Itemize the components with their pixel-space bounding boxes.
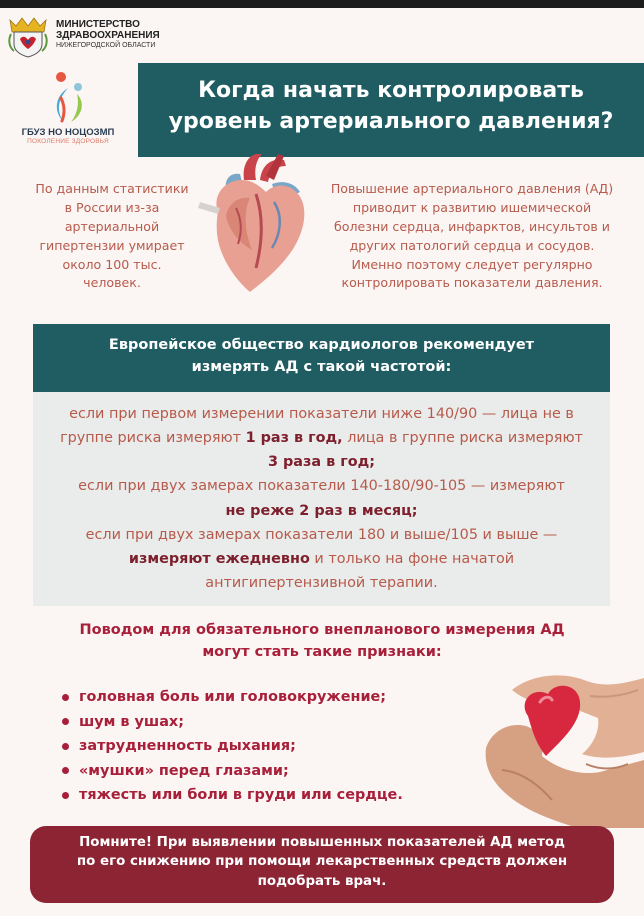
description-line: Именно поэтому следует регулярно bbox=[351, 256, 593, 272]
page-title-line1: Когда начать контролировать bbox=[198, 78, 584, 103]
reminder-line: Помните! При выявлении повышенных показателей АД метод bbox=[79, 835, 565, 850]
recommendation-emphasis: 3 раза в год; bbox=[267, 454, 376, 471]
bullet-icon bbox=[62, 767, 69, 774]
statistics-text bbox=[22, 180, 202, 293]
statistics-line: артериальной bbox=[64, 218, 160, 234]
signs-list bbox=[62, 685, 403, 808]
list-item-text: «мушки» перед глазами; bbox=[79, 762, 289, 779]
statistics-line: По данным статистики bbox=[35, 181, 189, 196]
bullet-icon bbox=[62, 694, 69, 701]
recommendation-line bbox=[33, 426, 610, 450]
ministry-line1: МИНИСТЕРСТВО bbox=[56, 19, 140, 30]
bullet-icon bbox=[62, 792, 69, 799]
ministry-line3: НИЖЕГОРОДСКОЙ ОБЛАСТИ bbox=[56, 42, 156, 49]
recommendation-body bbox=[33, 392, 610, 606]
statistics-line: гипертензии умирает bbox=[39, 237, 185, 253]
description-line: приводит к развитию ишемической bbox=[352, 199, 592, 215]
recommendation-text: и только на фоне начатой bbox=[309, 550, 515, 567]
reminder-line: по его снижению при помощи лекарственных средств должен bbox=[76, 854, 568, 870]
list-item-text: затрудненность дыхания; bbox=[79, 738, 296, 754]
bullet-icon bbox=[62, 743, 69, 750]
statistics-line: в России из-за bbox=[64, 199, 160, 215]
description-line: других патологий сердца и сосудов. bbox=[349, 237, 595, 253]
list-item bbox=[62, 783, 403, 808]
recommendation-heading bbox=[33, 324, 610, 392]
statistics-line: около 100 тыс. bbox=[62, 256, 162, 272]
recommendation-line: если при первом измерении показатели ниже 140/90 — лица не в bbox=[69, 406, 574, 422]
reminder-line: подобрать врач. bbox=[257, 873, 387, 889]
description-line: контролировать показатели давления. bbox=[341, 275, 603, 291]
recommendation-emphasis: 1 раз в год, bbox=[245, 430, 343, 447]
recommendation-line bbox=[33, 547, 610, 571]
bullet-icon bbox=[62, 718, 69, 725]
recommendation-heading-line: Европейское общество кардиологов рекомендует bbox=[108, 337, 535, 353]
list-item bbox=[62, 710, 403, 735]
gbuz-logo-icon bbox=[43, 70, 93, 126]
list-item-text: шум в ушах; bbox=[79, 713, 184, 730]
ministry-line2: ЗДРАВООХРАНЕНИЯ bbox=[56, 29, 160, 41]
recommendation-text: группе риска измеряют bbox=[60, 430, 246, 447]
statistics-line: человек. bbox=[83, 275, 141, 291]
reminder-note bbox=[30, 826, 614, 903]
signs-heading-line: могут стать такие признаки: bbox=[202, 643, 442, 660]
coat-of-arms-icon bbox=[6, 14, 50, 58]
gbuz-logo bbox=[8, 70, 128, 145]
recommendation-line: антигипертензивной терапии. bbox=[205, 574, 438, 591]
recommendation-heading-line: измерять АД с такой частотой: bbox=[191, 358, 452, 375]
list-item bbox=[62, 759, 403, 784]
gbuz-subtitle: ПОКОЛЕНИЕ ЗДОРОВЬЯ bbox=[27, 138, 109, 145]
description-line: болезни сердца, инфарктов, инсультов и bbox=[334, 218, 610, 234]
recommendation-line: если при двух замерах показатели 180 и выше/105 и выше — bbox=[85, 526, 558, 543]
description-text bbox=[303, 180, 641, 293]
ministry-logo bbox=[6, 14, 160, 58]
signs-heading bbox=[30, 620, 614, 664]
list-item-text: тяжесть или боли в груди или сердце. bbox=[79, 787, 403, 803]
list-item bbox=[62, 734, 403, 759]
description-line: Повышение артериального давления (АД) bbox=[330, 181, 614, 196]
recommendation-emphasis: измеряют ежедневно bbox=[128, 550, 310, 567]
recommendation-emphasis: не реже 2 раз в месяц; bbox=[225, 502, 418, 519]
recommendation-text: лица в группе риска измеряют bbox=[342, 430, 583, 447]
list-item-text: головная боль или головокружение; bbox=[79, 689, 387, 705]
hands-holding-heart-icon bbox=[482, 660, 644, 828]
gbuz-name: ГБУЗ НО НОЦОЗМП bbox=[21, 127, 115, 138]
list-item bbox=[62, 685, 403, 710]
page-title-line2: уровень артериального давления? bbox=[168, 109, 614, 135]
anatomical-heart-icon bbox=[196, 150, 314, 298]
recommendation-line: если при двух замерах показатели 140-180/90-105 — измеряют bbox=[78, 478, 565, 495]
signs-heading-line: Поводом для обязательного внепланового измерения АД bbox=[79, 622, 565, 638]
title-banner bbox=[138, 63, 644, 157]
top-edge-bar bbox=[0, 0, 644, 8]
